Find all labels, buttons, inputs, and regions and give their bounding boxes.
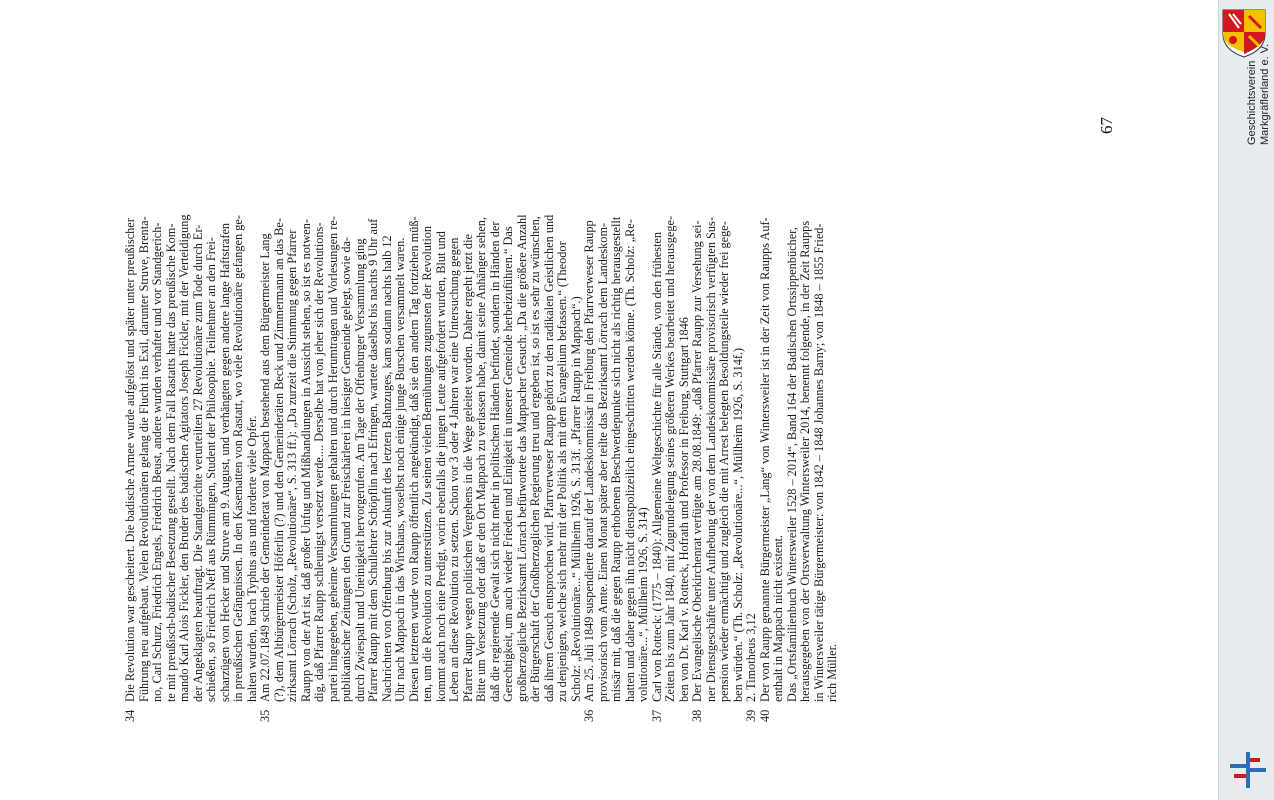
footnote-line bbox=[273, 214, 287, 722]
footnote-line bbox=[772, 214, 786, 722]
footnote-text: Gerechtigkeit, um auch wieder Frieden und Einigkeit in unserer Gemeinde herbeizuführen.“ Das bbox=[501, 226, 515, 702]
footnote-text: schießen, so Friedrich Neff aus Rümmingen, Student der Philosophie. Teilnehmer an den Frei- bbox=[204, 237, 218, 702]
footnote-line bbox=[381, 214, 395, 722]
footnote-number: 35 bbox=[258, 709, 272, 722]
footnote-number: 39 bbox=[744, 709, 758, 722]
footnote-text: Pfarrer Raupp mit dem Schullehrer Schöpflin nach Efringen, wartete daselbst bis nachts 9 Uhr auf bbox=[366, 218, 380, 702]
footnote-line bbox=[259, 214, 273, 722]
footnote-line bbox=[151, 214, 165, 722]
footnote-text: Nachrichten von Offenburg bis zur Ankunft des letzten Bahnzuges, kam sodann nachts halb 12 bbox=[379, 235, 394, 702]
footnote-line bbox=[678, 214, 692, 722]
footnote-text: scharzügen von Hecker und Struve am 9. August, und verhängten gegen andere lange Haftstrafen bbox=[217, 222, 232, 702]
footnote-text: der Bürgerschaft der Großherzoglichen Regierung treu und ergeben ist, so ist es sehr zu wünschen, bbox=[528, 216, 542, 702]
footnote-line bbox=[300, 214, 314, 722]
footnote-line bbox=[624, 214, 638, 722]
footnote-text: volutionäre...“, Müllheim 1926, S. 314) bbox=[636, 507, 650, 702]
footnote-number: 38 bbox=[690, 709, 704, 722]
footnote-line bbox=[489, 214, 503, 722]
footnote-line bbox=[516, 214, 530, 722]
footnote-text: ner Dienstgeschäfte unter Aufhebung der von dem Landeskommissäre provisorisch verfügten Sus- bbox=[703, 217, 718, 702]
footnote-text: herausgegeben von der Ortsverwaltung Wintersweiler 2014, benennt folgende, in der Zeit Raupps bbox=[798, 220, 812, 702]
footnote-line bbox=[745, 214, 759, 722]
footnote-line bbox=[178, 214, 192, 722]
footnote-line bbox=[340, 214, 354, 722]
footnote-line bbox=[286, 214, 300, 722]
society-line-2: Markgräflerland e. V. bbox=[1259, 43, 1271, 145]
footnotes-block bbox=[124, 214, 840, 722]
footnote-line bbox=[421, 214, 435, 722]
footnote-number: 36 bbox=[582, 709, 596, 722]
footnote-line bbox=[556, 214, 570, 722]
footnote-line bbox=[610, 214, 624, 722]
footnote-line bbox=[502, 214, 516, 722]
footnote-text: Leben an diese Revolution zu setzen. Schon vor 3 oder 4 Jahren war eine Untersuchung gegen bbox=[447, 237, 461, 702]
footnote-line bbox=[529, 214, 543, 722]
footnote-text: zu denjenigen, welche sich mehr mit der Politik als mit dem Evangelium befassen.“ (Theodor bbox=[555, 241, 569, 702]
footnote-text: 2. Timotheus 3,12 bbox=[744, 613, 758, 702]
footnote-text: enthalt in Mappach nicht existent. bbox=[771, 535, 785, 702]
footnote-line bbox=[138, 214, 152, 722]
footnote-number: 34 bbox=[123, 709, 137, 722]
footnote-text: durch Zwiespalt und Uneinigkeit hervorgerufen. Am Tage der Offenburger Versammlung ging bbox=[352, 238, 367, 702]
footnote-text: in Wintersweiler tätige Bürgermeister: von 1842 – 1848 Johannes Barny; von 1848 – 1855 Fried- bbox=[811, 223, 826, 702]
footnote-line bbox=[475, 214, 489, 722]
footnote-text: ten, um die Revolution zu unterstützen. Zu seinen vielen Bemühungen zugunsten der Revolution bbox=[420, 225, 434, 702]
footnote-line bbox=[327, 214, 341, 722]
footnote-line bbox=[799, 214, 813, 722]
footnote-text: Scholz: „Revolutionäre...“ Müllheim 1926, S. 313f. „Pfarrer Raupp in Mappach“.) bbox=[568, 296, 583, 702]
footnote-text: ben von Dr. Karl v. Rotteck, Hofrath und Professor in Freiburg, Stuttgart 1846 bbox=[676, 317, 691, 702]
footnote-line bbox=[732, 214, 746, 722]
footnote-text: provisorisch vom Amte. Einen Monat später aber teilte das Bezirksamt Lörrach dem Landeskom- bbox=[595, 222, 610, 702]
footnote-text: Pfarrer Raupp wegen politischen Vergehens in die Wege geleitet worden. Daher ergeht jetzt die bbox=[460, 234, 475, 702]
footnote-text: Am 22.07.1849 schrieb der Gemeinderat von Mappach bestehend aus dem Bürgermeister Lang bbox=[258, 233, 272, 702]
footnote-line bbox=[718, 214, 732, 722]
footnote-line bbox=[786, 214, 800, 722]
footnote-line bbox=[205, 214, 219, 722]
footnote-text: mando Karl Alois Fickler, den Bruder des badischen Agitators Joseph Fickler, mit der Verteidigung bbox=[177, 214, 191, 702]
footnote-text: kommt auch noch eine Predigt, worin ebenfalls die jungen Leute aufgefordert wurden, Blut und bbox=[433, 231, 448, 702]
footnote-text: te mit preußisch-badischer Besetzung gestellt. Nach dem Fall Rastatts hatte das preußische Kom- bbox=[163, 223, 178, 702]
footnote-line bbox=[543, 214, 557, 722]
footnote-text: publikanischer Zeitungen den Grund zur Freischärlerei in hiesiger Gemeinde gelegt, sowie da- bbox=[339, 236, 353, 702]
footnote-line bbox=[165, 214, 179, 722]
footnote-text: Diesen letzteren wurde von Raupp öffentlich angekündigt, daß sie den andern Tag fortziehen müß- bbox=[406, 216, 421, 702]
footnote-line bbox=[691, 214, 705, 722]
footnote-line bbox=[408, 214, 422, 722]
footnote-text: (?), dem Altbürgermeister Höferlin (?) und den Gemeinderäten Beck und Zimmermann an das Be- bbox=[271, 218, 286, 702]
page-number: 67 bbox=[1097, 117, 1116, 134]
footnote-line bbox=[664, 214, 678, 722]
footnote-line bbox=[219, 214, 233, 722]
footnote-text: missär mit, daß die gegen Raupp erhobenen Beschwerdepunkte sich nicht als richtig herausgestellt bbox=[609, 216, 623, 702]
footnote-number: 40 bbox=[757, 709, 772, 722]
footnote-text: halten wurden, brach Typhus aus und forderte viele Opfer. bbox=[244, 415, 259, 702]
footnote-text: Raupp von der Art ist, daß großer Unfug und Mißhandlungen in Aussicht stehen, so ist es notwen- bbox=[298, 219, 313, 702]
footnote-text: daß ihrem Gesuch entsprochen wird. Pfarrverweser Raupp gehört zu den radikalen Geistlichen und bbox=[541, 214, 556, 702]
footnote-text: Die Revolution war gescheitert. Die badische Armee wurde aufgelöst und später unter preußischer bbox=[123, 218, 137, 702]
footnote-line bbox=[192, 214, 206, 722]
footnote-text: großherzogliche Bezirksamt Lörrach befürwortete das Mappacher Gesuch: „Da die größere Anzahl bbox=[514, 214, 529, 702]
footnote-text: zirksamt Lörrach (Scholz, „Revolutionäre“, S. 313 ff.): „Da zurzeit die Stimmung gegen Pfarrer bbox=[285, 229, 299, 702]
footnote-line bbox=[232, 214, 246, 722]
footnote-line bbox=[313, 214, 327, 722]
footnote-text: hatten und daher gegen ihn nicht dienstpolizeilich eingeschritten werden könne. (Th. Scholz: „Re- bbox=[622, 219, 637, 702]
footnote-text: Am 25. Juli 1849 suspendierte darauf der Landeskommissär in Freiburg den Pfarrverweser Raupp bbox=[582, 220, 596, 702]
footnote-line bbox=[246, 214, 260, 722]
footnote-text: Carl von Rotteck: (1775 – 1840): Allgemeine Weltgeschichte für alle Stände, von den frühesten bbox=[649, 231, 664, 702]
footnote-text: rich Müller. bbox=[825, 643, 839, 702]
footnote-line bbox=[637, 214, 651, 722]
footnote-line bbox=[462, 214, 476, 722]
university-library-logo-icon bbox=[1226, 748, 1270, 792]
footnote-line bbox=[124, 214, 138, 722]
footnote-text: Bitte um Versetzung oder daß er den Ort Mappach zu verlassen habe, damit seine Anhänger sehen, bbox=[474, 217, 488, 702]
footnote-text: der Angeklagten beauftragt. Die Standgerichte verurteilten 27 Revolutionäre zum Tode durch Er- bbox=[190, 224, 205, 702]
footnote-text: pension wieder ermächtigt und zugleich die mit Arrest belegten Besoldungsteile wieder frei gege- bbox=[717, 221, 731, 702]
footnote-text: Uhr nach Mappach in das Wirtshaus, woselbst noch einige junge Burschen versammelt waren. bbox=[393, 237, 407, 702]
footnote-text: ben würden.“ (Th. Scholz: „Revolutionäre...“, Müllheim 1926, S. 314f.) bbox=[730, 347, 745, 702]
footnote-text: no, Carl Schurz, Friedrich Engels, Friedrich Beust, andere wurden verhaftet und vor Standgerich- bbox=[150, 222, 164, 702]
footnote-text: Das „Ortsfamilienbuch Wintersweiler 1528 – 2014“, Band 164 der Badischen Ortssippenbücher, bbox=[784, 227, 799, 702]
footnote-line bbox=[448, 214, 462, 722]
footnote-text: partei hingegeben, geheime Versammlungen gehalten und durch Herumtragen und Vorlesungen re- bbox=[325, 216, 340, 702]
footnote-text: daß die regierende Gewalt sich nicht mehr in politischen Händen befindet, sondern in Händen der bbox=[487, 221, 502, 702]
footnote-line bbox=[570, 214, 584, 722]
footnote-line bbox=[354, 214, 368, 722]
footnote-text: Der von Raupp genannte Bürgermeister „Lang“ von Wintersweiler ist in der Zeit von Raupps Auf- bbox=[757, 217, 772, 702]
footnote-line bbox=[826, 214, 840, 722]
footnote-line bbox=[394, 214, 408, 722]
footnote-line bbox=[367, 214, 381, 722]
footnote-text: Zeiten bis zum Jahr 1840, mit Zugrundelegung seines größeren Werkes bearbeitet und herausgege- bbox=[663, 215, 677, 702]
footnote-text: in preußischen Gefängnissen. In den Kasematten von Rastatt, wo viele Revolutionäre gefangen ge- bbox=[231, 215, 245, 702]
footnote-line bbox=[651, 214, 665, 722]
society-line-1: Geschichtsverein bbox=[1246, 60, 1258, 145]
footnote-line bbox=[705, 214, 719, 722]
footnote-text: Führung neu aufgebaut. Vielen Revolutionären gelang die Flucht ins Exil, darunter Struve, Brenta- bbox=[136, 216, 151, 702]
footnote-line bbox=[597, 214, 611, 722]
footnote-line bbox=[435, 214, 449, 722]
footnote-line bbox=[583, 214, 597, 722]
footnote-number: 37 bbox=[649, 709, 664, 722]
footnote-line bbox=[759, 214, 773, 722]
footnote-line bbox=[813, 214, 827, 722]
footnote-text: dig, daß Pfarrer Raupp schleunigst versetzt werde.... Derselbe hat von jeher sich der Revolutions- bbox=[312, 222, 326, 702]
footnote-text: Der Evangelische Oberkirchenrat verfügte am 28.08.1849: „daß Pfarrer Raupp zur Versehung sei- bbox=[690, 220, 704, 702]
